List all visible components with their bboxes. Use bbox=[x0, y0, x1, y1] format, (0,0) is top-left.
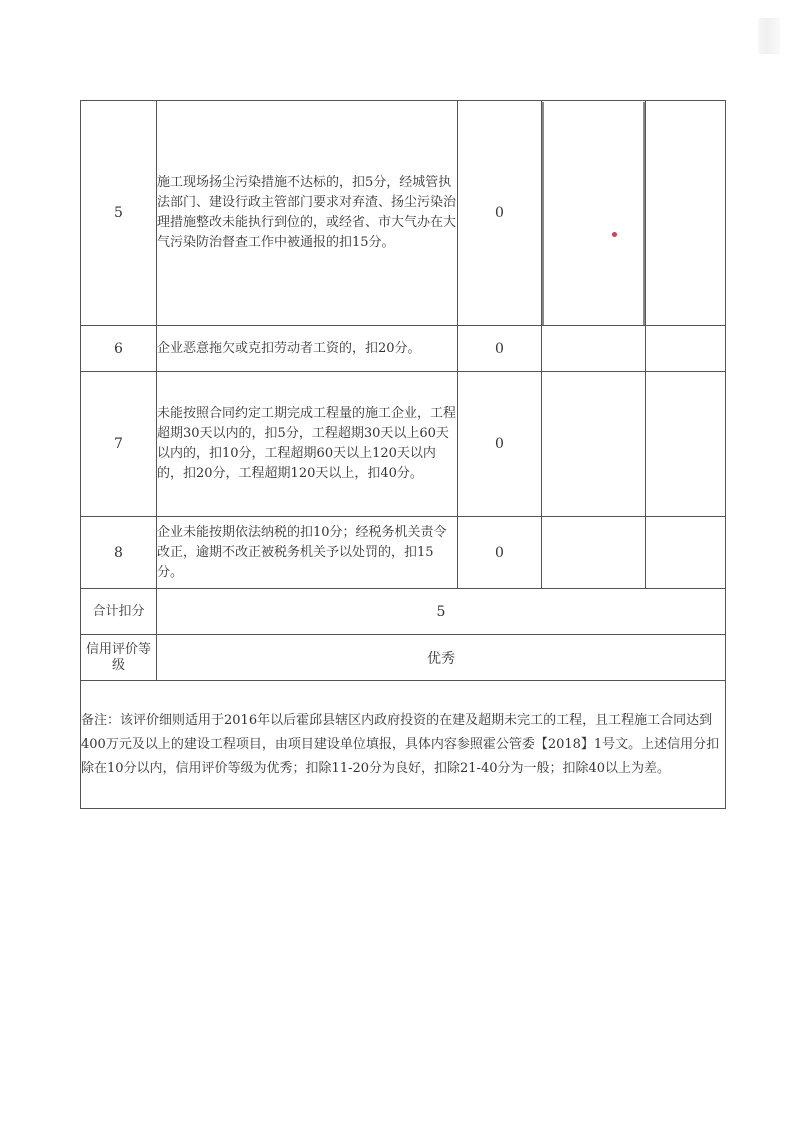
scan-artifact bbox=[758, 18, 780, 54]
grade-value: 优秀 bbox=[157, 635, 726, 681]
row-description: 企业恶意拖欠或克扣劳动者工资的，扣20分。 bbox=[157, 326, 458, 372]
grade-label: 信用评价等级 bbox=[81, 635, 157, 681]
empty-cell bbox=[646, 372, 726, 517]
row-score: 0 bbox=[458, 326, 542, 372]
empty-cell bbox=[646, 326, 726, 372]
row-number: 8 bbox=[81, 517, 157, 589]
empty-cell bbox=[646, 517, 726, 589]
empty-cell bbox=[542, 372, 646, 517]
empty-cell bbox=[542, 517, 646, 589]
remarks: 备注：该评价细则适用于2016年以后霍邱县辖区内政府投资的在建及超期未完工的工程，且工程施工合同达到400万元及以上的建设工程项目，由项目建设单位填报，具体内容参照霍公管委【2018】1号文。上述信用分扣除在10分以内，信用评价等级为优秀；扣除11-20分为良好，扣除21-40分为一般；扣除40以上为差。 bbox=[81, 681, 726, 809]
row-description: 企业未能按期依法纳税的扣10分；经税务机关责令改正，逾期不改正被税务机关予以处罚的，扣15分。 bbox=[157, 517, 458, 589]
note-row bbox=[81, 681, 726, 809]
total-label: 合计扣分 bbox=[81, 589, 157, 635]
row-number: 6 bbox=[81, 326, 157, 372]
stamp-dot bbox=[612, 232, 617, 237]
table-row bbox=[81, 101, 726, 326]
empty-cell bbox=[646, 101, 726, 326]
evaluation-table bbox=[80, 100, 726, 809]
row-score: 0 bbox=[458, 101, 542, 326]
empty-cell bbox=[542, 326, 646, 372]
row-number: 7 bbox=[81, 372, 157, 517]
total-row bbox=[81, 589, 726, 635]
table-row bbox=[81, 517, 726, 589]
table-row bbox=[81, 372, 726, 517]
row-number: 5 bbox=[81, 101, 157, 326]
row-score: 0 bbox=[458, 517, 542, 589]
table-row bbox=[81, 326, 726, 372]
total-value: 5 bbox=[157, 589, 726, 635]
row-description: 施工现场扬尘污染措施不达标的，扣5分，经城管执法部门、建设行政主管部门要求对弃渣、扬尘污染治理措施整改未能执行到位的，或经省、市大气办在大气污染防治督查工作中被通报的扣15分。 bbox=[157, 101, 458, 326]
row-description: 未能按照合同约定工期完成工程量的施工企业，工程超期30天以内的，扣5分，工程超期30天以上60天以内的，扣10分，工程超期60天以上120天以内的，扣20分，工程超期120天以上，扣40分。 bbox=[157, 372, 458, 517]
grade-row bbox=[81, 635, 726, 681]
row-score: 0 bbox=[458, 372, 542, 517]
empty-cell bbox=[542, 101, 646, 326]
